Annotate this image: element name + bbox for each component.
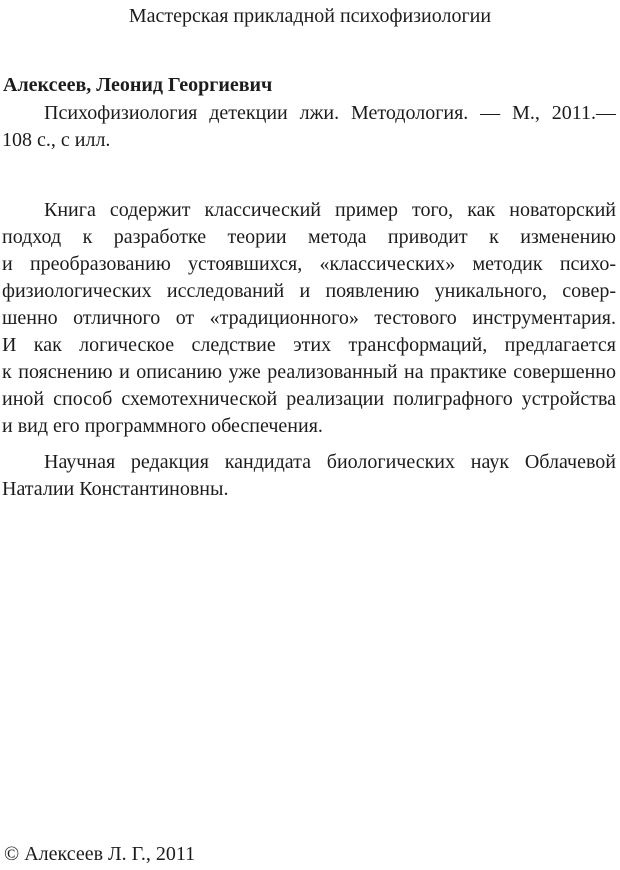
- editor-note: [2, 449, 616, 503]
- running-head: Мастерская прикладной психофизиологии: [128, 5, 492, 27]
- copyright-notice: © Алексеев Л. Г., 2011: [4, 843, 196, 865]
- annotation-line: к пояснению и описанию уже реализованный на практике совершенно: [2, 361, 616, 383]
- annotation-line: И как логическое следствие этих трансформаций, предлагается: [2, 334, 616, 356]
- annotation-line: физиологических исследований и появлению уникального, совер-: [2, 280, 616, 302]
- annotation-line: иной способ схемотехнической реализации полиграфного устройства: [2, 388, 616, 410]
- annotation-paragraph: [2, 197, 616, 440]
- editor-note-line: Наталии Константиновны.: [2, 478, 229, 500]
- bibliography-line: 108 с., с илл.: [2, 129, 111, 151]
- author-heading: Алексеев, Леонид Георгиевич: [3, 74, 273, 96]
- annotation-line: и вид его программного обеспечения.: [2, 415, 323, 437]
- bibliography-line: Психофизиология детекции лжи. Методология. — М., 2011.—: [44, 102, 616, 124]
- editor-note-line: Научная редакция кандидата биологических наук Облачевой: [44, 451, 616, 473]
- annotation-line: шенно отличного от «традиционного» тестового инструментария.: [2, 307, 616, 329]
- annotation-line: и преобразованию устоявшихся, «классических» методик психо-: [2, 253, 616, 275]
- annotation-line: подход к разработке теории метода приводит к изменению: [2, 226, 616, 248]
- bibliography-record: [2, 100, 616, 154]
- annotation-line: Книга содержит классический пример того, как новаторский: [44, 199, 616, 221]
